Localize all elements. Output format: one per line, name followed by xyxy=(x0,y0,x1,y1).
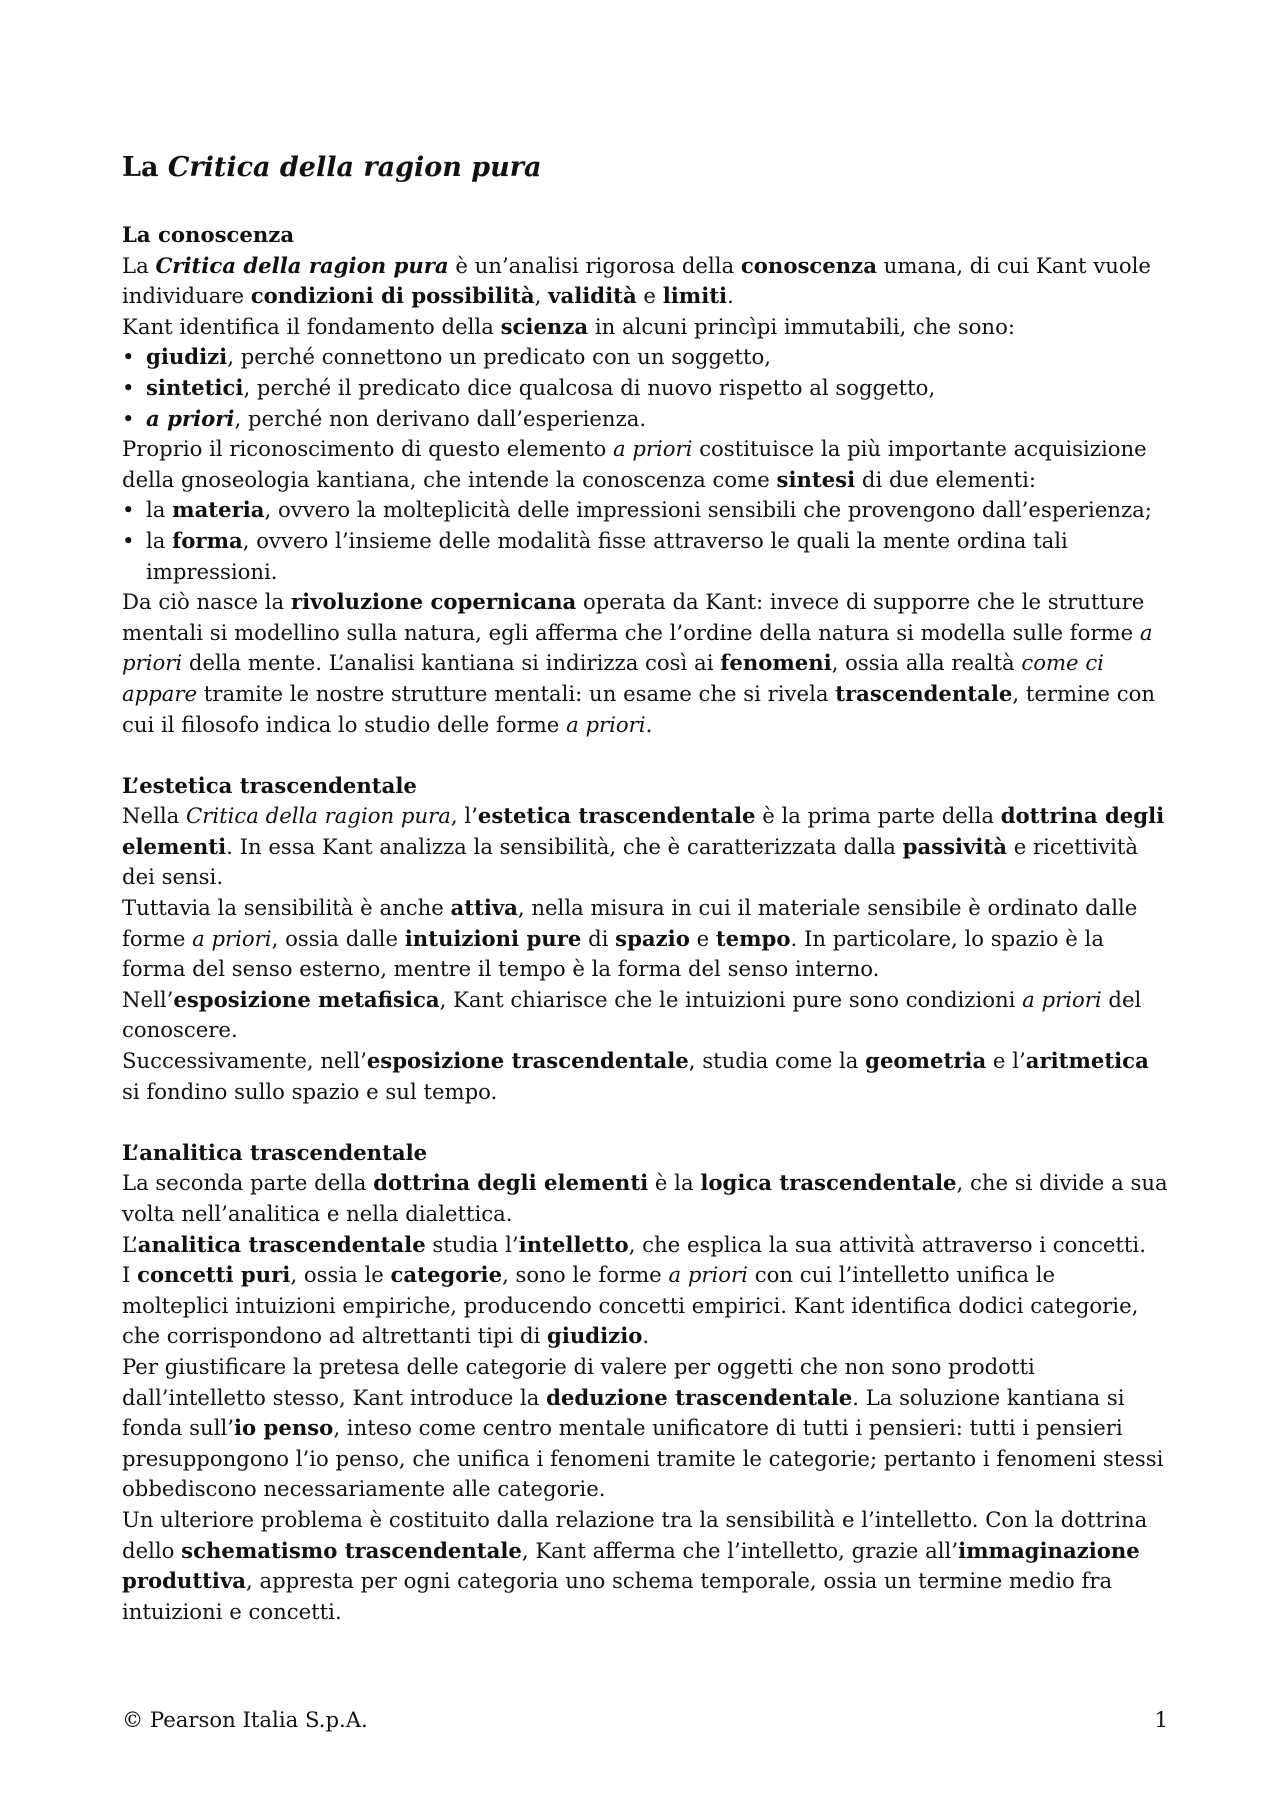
paragraph: Per giustificare la pretesa delle categorie di valere per oggetti che non sono prodotti dall’intelletto stesso, Kant introduce la deduzione trascendentale. La soluzione kantiana si fonda sull’io penso, inteso come centro mentale unificatore di tutti i pensieri: tutti i pensieri presuppongono l’io penso, che unifica i fenomeni tramite le categorie; pertanto i fenomeni stessi obbediscono necessariamente alle categorie. xyxy=(122,1353,1164,1502)
copyright-text: © Pearson Italia S.p.A. xyxy=(122,1707,368,1732)
bullet-list xyxy=(122,495,1168,587)
page-title: La Critica della ragion pura xyxy=(122,152,542,183)
bullet-icon: • xyxy=(122,344,135,370)
list-item: • sintetici, perché il predicato dice qualcosa di nuovo rispetto al soggetto, xyxy=(122,373,1168,404)
list-item: • la materia, ovvero la molteplicità delle impressioni sensibili che provengono dall’esperienza; xyxy=(122,495,1168,526)
list-item: • giudizi, perché connettono un predicato con un soggetto, xyxy=(122,342,1168,373)
list-item: • a priori, perché non derivano dall’esperienza. xyxy=(122,404,1168,435)
paragraph: L’analitica trascendentale studia l’intelletto, che esplica la sua attività attraverso i concetti. xyxy=(122,1231,1146,1257)
bullet-icon: • xyxy=(122,374,135,400)
paragraph: Nella Critica della ragion pura, l’estetica trascendentale è la prima parte della dottrina degli elementi. In essa Kant analizza la sensibilità, che è caratterizzata dalla passività e ricettività dei sensi. xyxy=(122,803,1165,890)
section-heading: L’analitica trascendentale xyxy=(122,1139,428,1165)
paragraph: Kant identifica il fondamento della scienza in alcuni princìpi immutabili, che sono: xyxy=(122,313,1015,339)
list-item: • la forma, ovvero l’insieme delle modalità fisse attraverso le quali la mente ordina tali impressioni. xyxy=(122,527,1068,584)
document-page xyxy=(122,150,1168,1658)
bullet-icon: • xyxy=(122,405,135,431)
bullet-icon: • xyxy=(122,527,135,553)
page-number: 1 xyxy=(1154,1707,1168,1732)
paragraph: La seconda parte della dottrina degli elementi è la logica trascendentale, che si divide a sua volta nell’analitica e nella dialettica. xyxy=(122,1170,1168,1226)
paragraph: Tuttavia la sensibilità è anche attiva, nella misura in cui il materiale sensibile è ordinato dalle forme a priori, ossia dalle intuizioni pure di spazio e tempo. In particolare, lo spazio è la forma del senso esterno, mentre il tempo è la forma del senso interno. xyxy=(122,895,1138,982)
paragraph: Nell’esposizione metafisica, Kant chiarisce che le intuizioni pure sono condizioni a priori del conoscere. xyxy=(122,986,1142,1043)
paragraph: Successivamente, nell’esposizione trascendentale, studia come la geometria e l’aritmetica si fondino sullo spazio e sul tempo. xyxy=(122,1048,1149,1104)
section-conoscenza xyxy=(122,220,1168,740)
section-heading: L’estetica trascendentale xyxy=(122,772,417,798)
bullet-icon: • xyxy=(122,497,135,523)
paragraph: La Critica della ragion pura è un’analisi rigorosa della conoscenza umana, di cui Kant vuole individuare condizioni di possibilità, validità e limiti. xyxy=(122,252,1151,309)
paragraph: I concetti puri, ossia le categorie, sono le forme a priori con cui l’intelletto unifica le molteplici intuizioni empiriche, producendo concetti empirici. Kant identifica dodici categorie, che corrispondono ad altrettanti tipi di giudizio. xyxy=(122,1262,1139,1349)
section-analitica xyxy=(122,1138,1168,1628)
section-estetica xyxy=(122,771,1168,1108)
bullet-list xyxy=(122,342,1168,434)
paragraph: Un ulteriore problema è costituito dalla relazione tra la sensibilità e l’intelletto. Con la dottrina dello schematismo trascendentale, Kant afferma che l’intelletto, grazie all’immaginazione produttiva, appresta per ogni categoria uno schema temporale, ossia un termine medio fra intuizioni e concetti. xyxy=(122,1506,1148,1624)
page-footer xyxy=(122,1705,1168,1735)
paragraph: Proprio il riconoscimento di questo elemento a priori costituisce la più importante acquisizione della gnoseologia kantiana, che intende la conoscenza come sintesi di due elementi: xyxy=(122,436,1147,492)
paragraph: Da ciò nasce la rivoluzione copernicana operata da Kant: invece di supporre che le strutture mentali si modellino sulla natura, egli afferma che l’ordine della natura si modella sulle forme a priori della mente. L’analisi kantiana si indirizza così ai fenomeni, ossia alla realtà come ci appare tramite le nostre strutture mentali: un esame che si rivela trascendentale, termine con cui il filosofo indica lo studio delle forme a priori. xyxy=(122,589,1156,737)
section-heading: La conoscenza xyxy=(122,222,295,247)
